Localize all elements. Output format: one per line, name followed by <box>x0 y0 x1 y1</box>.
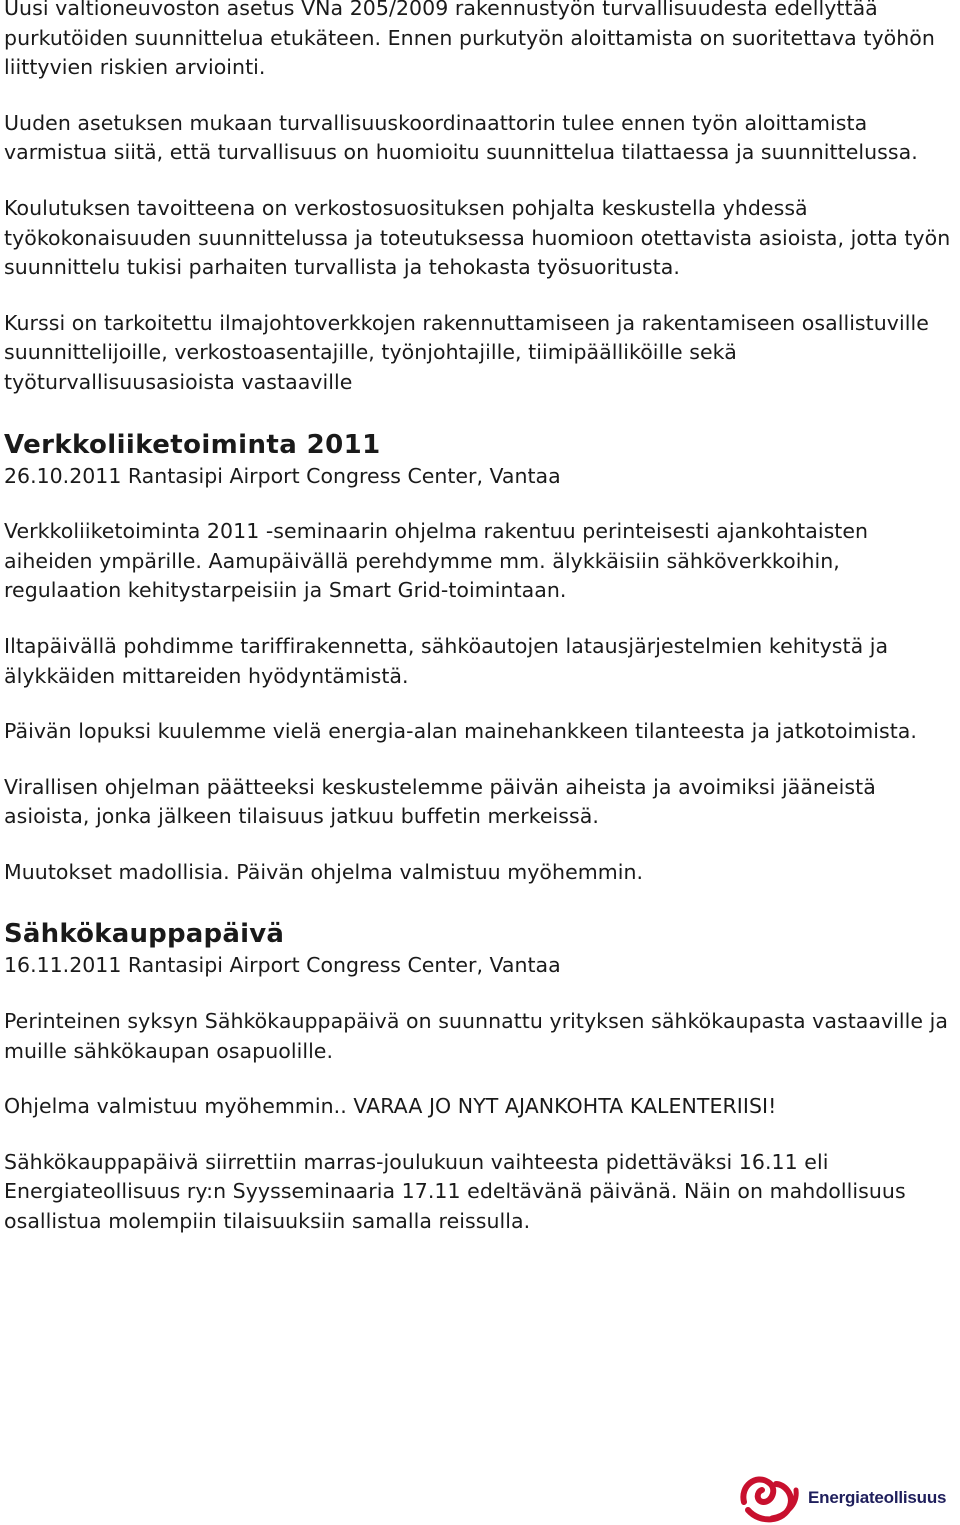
intro-paragraph-1: Uusi valtioneuvoston asetus VNa 205/2009 rakennustyön turvallisuudesta edellyttää purkutöiden suunnittelua etukäteen. Ennen purkutyön aloittamista on suoritettava työhön liittyvien riskien arviointi. <box>4 0 935 80</box>
intro-paragraph-3: Koulutuksen tavoitteena on verkostosuosituksen pohjalta keskustella yhdessä työkokonaisuuden suunnittelussa ja toteutuksessa huomioon otettavista asioista, jotta työn suunnittelu tukisi parhaiten turvallista ja tehokasta työsuoritusta. <box>4 195 951 280</box>
event-paragraph: Muutokset madollisia. Päivän ohjelma valmistuu myöhemmin. <box>4 859 644 884</box>
energiateollisuus-logo <box>738 1472 950 1524</box>
event-paragraph: Verkkoliiketoiminta 2011 -seminaarin ohjelma rakentuu perinteisesti ajankohtaisten aiheiden ympärille. Aamupäivällä perehdymme mm. älykkäisiin sähköverkkoihin, regulaation kehitystarpeisiin ja Smart Grid-toimintaan. <box>4 519 869 603</box>
event-sahkokauppapaiva <box>4 917 958 1236</box>
event-paragraph: Perinteinen syksyn Sähkökauppapäivä on suunnattu yrityksen sähkökaupasta vastaaville ja muille sähkökaupan osapuolille. <box>4 1009 949 1063</box>
event-paragraph: Sähkökauppapäivä siirrettiin marras-joulukuun vaihteesta pidettäväksi 16.11 eli Energiateollisuus ry:n Syysseminaaria 17.11 edeltävänä päivänä. Näin on mahdollisuus osallistua molempiin tilaisuuksiin samalla reissulla. <box>4 1149 906 1234</box>
event-paragraph: Iltapäivällä pohdimme tariffirakennetta, sähköautojen latausjärjestelmien kehitystä ja älykkäiden mittareiden hyödyntämistä. <box>4 633 889 688</box>
intro-paragraph-2: Uuden asetuksen mukaan turvallisuuskoordinaattorin tulee ennen työn aloittamista varmistua siitä, että turvallisuus on huomioitu suunnittelua tilattaessa ja suunnittelussa. <box>4 110 918 165</box>
document-body <box>4 0 958 1263</box>
logo-wordmark: Energiateollisuus <box>808 1488 947 1507</box>
event-title: Sähkökauppapäivä <box>4 919 285 950</box>
event-paragraph: Ohjelma valmistuu myöhemmin.. VARAA JO NYT AJANKOHTA KALENTERIISI! <box>4 1094 777 1119</box>
event-title: Verkkoliiketoiminta 2011 <box>4 429 381 460</box>
energiateollisuus-logo-mark-icon <box>738 1472 802 1524</box>
intro-paragraph-4: Kurssi on tarkoitettu ilmajohtoverkkojen rakennuttamiseen ja rakentamiseen osallistuville suunnittelijoille, verkostoasentajille, työnjohtajille, tiimipäälliköille sekä työturvallisuusasioista vastaaville <box>4 310 929 394</box>
event-date: 16.11.2011 Rantasipi Airport Congress Center, Vantaa <box>4 953 561 978</box>
event-date: 26.10.2011 Rantasipi Airport Congress Center, Vantaa <box>4 463 561 488</box>
event-verkkoliiketoiminta <box>4 428 958 888</box>
event-paragraph: Virallisen ohjelman päätteeksi keskustelemme päivän aiheista ja avoimiksi jääneistä asioista, jonka jälkeen tilaisuus jatkuu buffetin merkeissä. <box>4 774 876 829</box>
event-paragraph: Päivän lopuksi kuulemme vielä energia-alan mainehankkeen tilanteesta ja jatkotoimista. <box>4 719 917 744</box>
